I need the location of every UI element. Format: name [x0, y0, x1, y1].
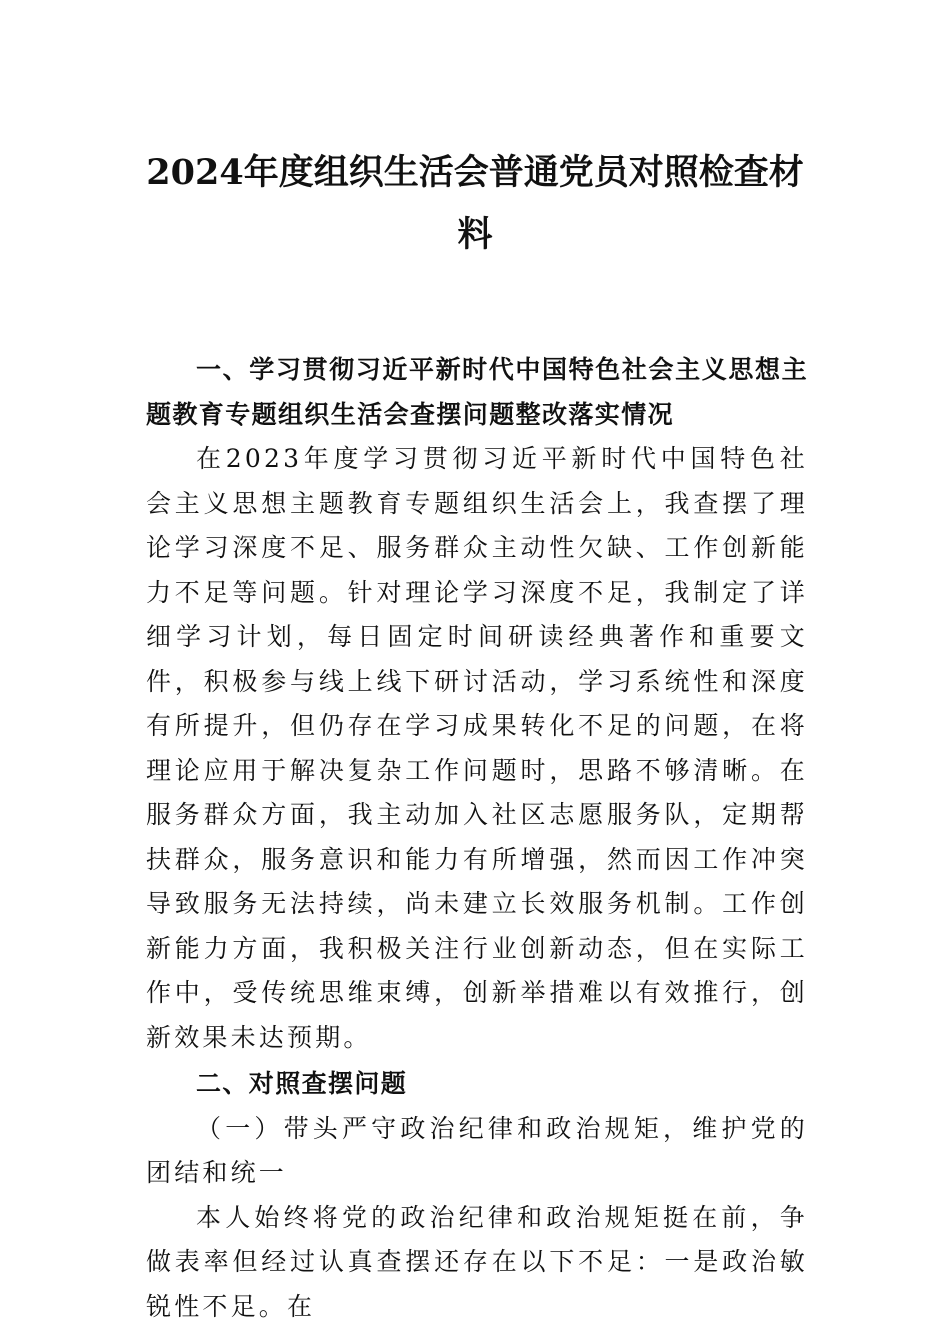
- section-1-paragraph: 在2023年度学习贯彻习近平新时代中国特色社会主义思想主题教育专题组织生活会上，我查摆了理论学习深度不足、服务群众主动性欠缺、工作创新能力不足等问题。针对理论学习深度不足，我制定了详细学习计划，每日固定时间研读经典著作和重要文件，积极参与线上线下研讨活动，学习系统性和深度有所提升，但仍存在学习成果转化不足的问题，在将理论应用于解决复杂工作问题时，思路不够清晰。在服务群众方面，我主动加入社区志愿服务队，定期帮扶群众，服务意识和能力有所增强，然而因工作冲突导致服务无法持续，尚未建立长效服务机制。工作创新能力方面，我积极关注行业创新动态，但在实际工作中，受传统思维束缚，创新举措难以有效推行，创新效果未达预期。: [146, 444, 808, 1052]
- section-1-heading: 一、学习贯彻习近平新时代中国特色社会主义思想主题教育专题组织生活会查摆问题整改落实情况: [146, 355, 808, 429]
- section-2-heading: 二、对照查摆问题: [196, 1069, 408, 1098]
- section-2-paragraph: 本人始终将党的政治纪律和政治规矩挺在前，争做表率但经过认真查摆还存在以下不足：一是政治敏锐性不足。在: [146, 1202, 808, 1321]
- section-2-subheading: （一）带头严守政治纪律和政治规矩，维护党的团结和统一: [146, 1113, 808, 1187]
- document-title: 2024年度组织生活会普通党员对照检查材料: [146, 152, 804, 255]
- document-body: [146, 348, 808, 1329]
